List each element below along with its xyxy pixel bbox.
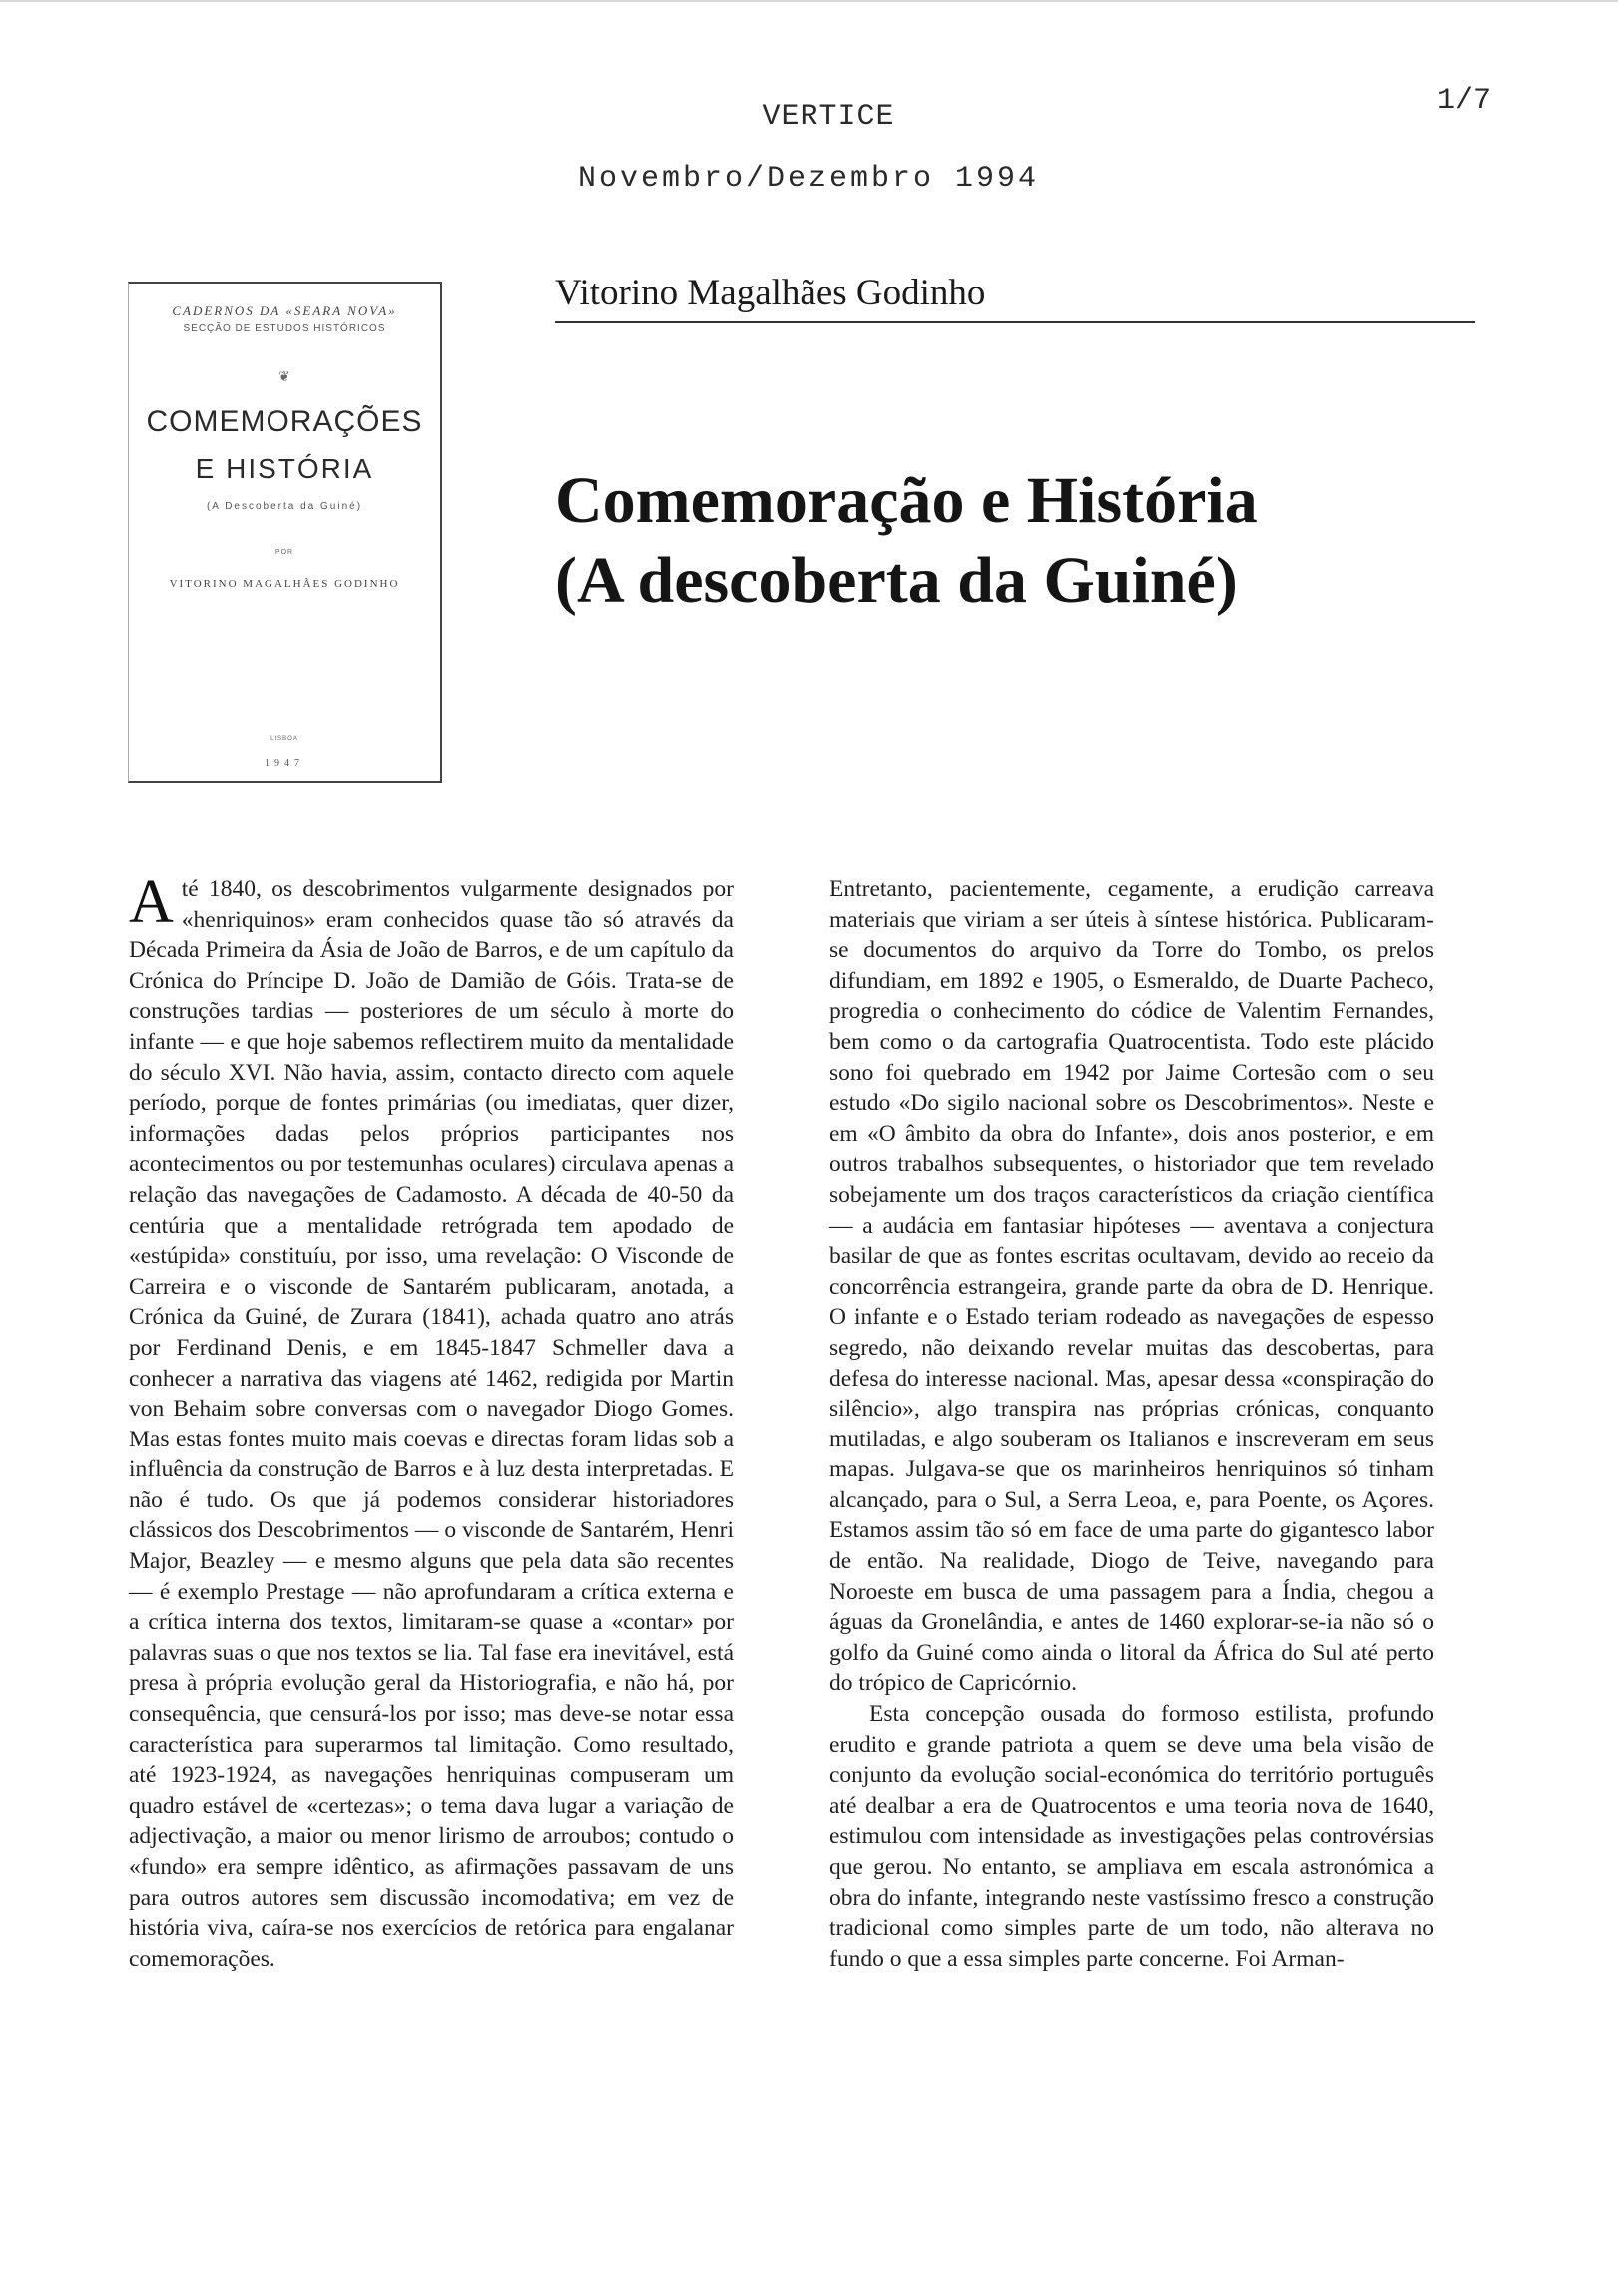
cover-author: VITORINO MAGALHÃES GODINHO	[169, 578, 400, 590]
cover-year: 1947	[265, 758, 304, 769]
cover-ornament-icon: ❦	[278, 370, 290, 385]
left-column-text: té 1840, os descobrimentos vulgarmente designados por «henriquinos» eram conhecidos quase tão só através da Década Primeira da Ásia de João de Barros, e de um capítulo da Crónica do Príncipe D. João de Damião de Góis. Trata-se de construções tardias — posteriores de um século à morte do infante — e que hoje sabemos reflectirem muito da mentalidade do século XVI. Não havia, assim, contacto directo com aquele período, porque de fontes primárias (ou imediatas, quer dizer, informações dadas pelos próprios participantes nos acontecimentos ou por testemunhas oculares) circulava apenas a relação das navegações de Cadamosto. A década de 40-50 da centúria que a mentalidade retrógrada tem apodado de «estúpida» constituíu, por isso, uma revelação: O Visconde de Carreira e o visconde de Santarém publicaram, anotada, a Crónica da Guiné, de Zurara (1841), achada quatro ano atrás por Ferdinand Denis, e em 1845-1847 Schmeller dava a conhecer a narrativa das viagens até 1462, redigida por Martin von Behaim sobre conversas com o navegador Diogo Gomes. Mas estas fontes muito mais coevas e directas foram lidas sob a influência da construção de Barros e à luz desta interpretadas. E não é tudo. Os que já podemos considerar historiadores clássicos dos Descobrimentos — o visconde de Santarém, Henri Major, Beazley — e mesmo alguns que pela data são recentes — é exemplo Prestage — não aprofundaram a crítica externa e a crítica interna dos textos, limitaram-se quase a «contar» por palavras suas o que nos textos se lia. Tal fase era inevitável, está presa à própria evolução geral da Historiografia, e não há, por consequência, que censurá-los por isso; mas deve-se notar essa característica para superarmos tal limitação. Como resultado, até 1923-1924, as navegações henriquinas compuseram um quadro estável de «certezas»; o tema dava lugar a variação de adjectivação, a maior ou menor lirismo de arroubos; contudo o «fundo» era sempre idêntico, as afirmações passavam de uns para outros autores sem discussão incomodativa; em vez de história viva, caíra-se nos exercícios de retórica para engalanar comemorações.	[129, 876, 734, 1972]
author-underline-divider	[555, 321, 1475, 323]
article-title-line1: Comemoração e História	[555, 464, 1258, 537]
cover-city: LISBOA	[270, 736, 298, 742]
cover-section: SECÇÃO DE ESTUDOS HISTÓRICOS	[183, 323, 386, 334]
cover-subtitle: (A Descoberta da Guiné)	[206, 501, 363, 512]
book-cover-image	[128, 282, 442, 783]
page-number: 1/7	[1437, 84, 1492, 118]
cover-by: POR	[274, 549, 294, 556]
right-column-paragraph-2: Esta concepção ousada do formoso estilista, profundo erudito e grande patriota a quem se deve uma bela visão de conjunto da evolução social-económica do território português até dealbar a era de Quatrocentos e uma teoria nova de 1640, estimulou com intensidade as investigações pelas controvérsias que gerou. No entanto, se ampliava em escala astronómica a obra do infante, integrando neste vastíssimo fresco a construção tradicional como simples parte de um todo, não alterava no fundo o que a essa simples parte concerne. Foi Arman-	[829, 1701, 1434, 1972]
article-title-line2: (A descoberta da Guiné)	[555, 544, 1238, 617]
article-left-column	[129, 868, 734, 1974]
scan-top-border	[0, 0, 1618, 2]
drop-cap: A	[129, 868, 174, 936]
right-column-paragraph-1: Entretanto, pacientemente, cegamente, a erudição carreava materiais que viriam a ser úteis à síntese histórica. Publicaram-se documentos do arquivo da Torre do Tombo, os prelos difundiam, em 1892 e 1905, o Esmeraldo, de Duarte Pacheco, progredia o conhecimento do códice de Valentim Fernandes, bem como o da cartografia Quatrocentista. Todo este plácido sono foi quebrado em 1942 por Jaime Cortesão com o seu estudo «Do sigilo nacional sobre os Descobrimentos». Neste e em «O âmbito da obra do Infante», dois anos posterior, e em outros trabalhos subsequentes, o historiador que tem revelado sobejamente um dos traços característicos da criação científica — a audácia em fantasiar hipóteses — aventava a conjectura basilar de que as fontes escritas ocultavam, devido ao receio da concorrência estrangeira, grande parte da obra de D. Henrique. O infante e o Estado teriam rodeado as navegações de espesso segredo, não deixando revelar muitas das descobertas, para defesa do interesse nacional. Mas, apesar dessa «conspiração do silêncio», algo transpira nas próprias crónicas, conquanto mutiladas, e algo souberam os Italianos e inscreveram em seus mapas. Julgava-se que os marinheiros henriquinos só tinham alcançado, para o Sul, a Serra Leoa, e, para Poente, os Açores. Estamos assim tão só em face de uma parte do gigantesco labor de então. Na realidade, Diogo de Teive, navegando para Noroeste em busca de uma passagem para a Índia, chegou a águas da Gronelândia, e antes de 1460 explorar-se-ia não só o golfo da Guiné como ainda o litoral da África do Sul até perto do trópico de Capricórnio.	[829, 876, 1434, 1697]
cover-title-line1: COMEMORAÇÕES	[146, 405, 423, 438]
issue-date: Novembro/Dezembro 1994	[577, 162, 1040, 196]
cover-title-line2: E HISTÓRIA	[195, 453, 374, 484]
article-title	[555, 461, 1258, 621]
article-author: Vitorino Magalhães Godinho	[555, 273, 986, 313]
article-right-column	[829, 874, 1434, 1974]
cover-series: CADERNOS DA «SEARA NOVA»	[172, 303, 397, 318]
journal-name: VERTICE	[762, 100, 895, 134]
